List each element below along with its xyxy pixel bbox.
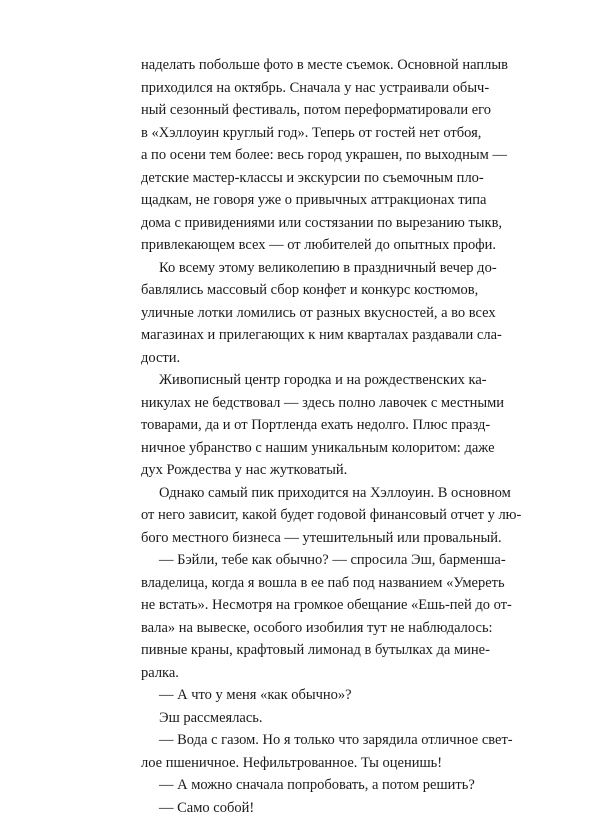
page-text (141, 54, 457, 819)
text-line: товарами, да и от Портленда ехать недолго. Плюс празд- (141, 414, 457, 437)
text-line: уличные лотки ломились от разных вкусностей, а во всех (141, 302, 457, 325)
text-line: пивные краны, крафтовый лимонад в бутылках да мине- (141, 639, 457, 662)
text-line: Ко всему этому великолепию в праздничный вечер до- (141, 257, 457, 280)
text-line: наделать побольше фото в месте съемок. Основной наплыв (141, 54, 457, 77)
text-line: дости. (141, 347, 457, 370)
text-line: никулах не бедствовал — здесь полно лавочек с местными (141, 392, 457, 415)
text-line: ралка. (141, 662, 457, 685)
text-line: Эш рассмеялась. (141, 707, 457, 730)
text-line: привлекающем всех — от любителей до опытных профи. (141, 234, 457, 257)
text-line: детские мастер-классы и экскурсии по съемочным пло- (141, 167, 457, 190)
text-line: — А можно сначала попробовать, а потом решить? (141, 774, 457, 797)
text-line: приходился на октябрь. Сначала у нас устраивали обыч- (141, 77, 457, 100)
text-line: Живописный центр городка и на рождественских ка- (141, 369, 457, 392)
text-line: вала» на вывеске, особого изобилия тут не наблюдалось: (141, 617, 457, 640)
text-line: — А что у меня «как обычно»? (141, 684, 457, 707)
text-line: — Вода с газом. Но я только что зарядила отличное свет- (141, 729, 457, 752)
text-line: магазинах и прилегающих к ним кварталах раздавали сла- (141, 324, 457, 347)
text-line: ный сезонный фестиваль, потом переформатировали его (141, 99, 457, 122)
text-line: владелица, когда я вошла в ее паб под названием «Умереть (141, 572, 457, 595)
text-line: ничное убранство с нашим уникальным колоритом: даже (141, 437, 457, 460)
text-line: дома с привидениями или состязании по вырезанию тыкв, (141, 212, 457, 235)
text-line: щадкам, не говоря уже о привычных аттракционах типа (141, 189, 457, 212)
text-line: Однако самый пик приходится на Хэллоуин. В основном (141, 482, 457, 505)
text-line: в «Хэллоуин круглый год». Теперь от гостей нет отбоя, (141, 122, 457, 145)
text-line: а по осени тем более: весь город украшен, по выходным — (141, 144, 457, 167)
text-line: лое пшеничное. Нефильтрованное. Ты оценишь! (141, 752, 457, 775)
text-line: от него зависит, какой будет годовой финансовый отчет у лю- (141, 504, 457, 527)
text-line: — Бэйли, тебе как обычно? — спросила Эш, барменша- (141, 549, 457, 572)
text-line: бавлялись массовый сбор конфет и конкурс костюмов, (141, 279, 457, 302)
text-line: не встать». Несмотря на громкое обещание «Ешь-пей до от- (141, 594, 457, 617)
text-line: — Само собой! (141, 797, 457, 819)
text-line: дух Рождества у нас жутковатый. (141, 459, 457, 482)
text-line: бого местного бизнеса — утешительный или провальный. (141, 527, 457, 550)
